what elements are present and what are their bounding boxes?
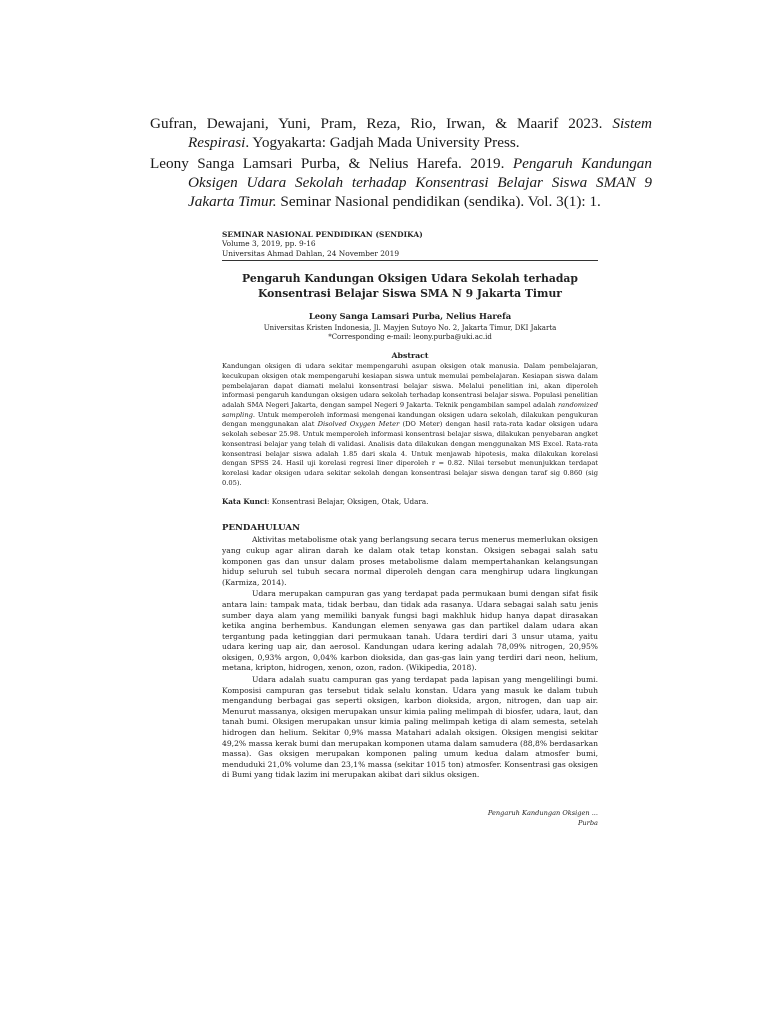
- abstract-body: Kandungan oksigen di udara sekitar mempengaruhi asupan oksigen otak manusia. Dalam pembelajaran, kecukupan oksigen otak mempengaruhi kesiapan siswa untuk memulai pembelajaran. Kesiapan siswa dalam pembelajaran dapat diamati melalui konsentrasi belajar siswa. Melalui penelitian ini, akan diperoleh informasi pengaruh kandungan oksigen udara sekolah terhadap konsentrasi belajar siswa. Populasi penelitian adalah SMA Negeri Jakarta, dengan sampel Negeri 9 Jakarta. Teknik pengambilan sampel adalah randomized sampling. Untuk memperoleh informasi mengenai kandungan oksigen udara sekolah, dilakukan pengukuran dengan menggunakan alat Disolved Oxygen Meter (DO Meter) dengan hasil rata-rata kadar oksigen udara sekolah sebesar 25.98. Untuk memperoleh informasi konsentrasi belajar siswa, dilakukan penyebaran angket konsentrasi belajar yang telah di validasi. Analisis data dilakukan dengan menggunakan MS Excel. Rata-rata konsentrasi belajar siswa adalah 1.85 dari skala 4. Untuk menjawab hipotesis, maka dilakukan korelasi dengan SPSS 24. Hasil uji korelasi regresi liner diperoleh r = 0.82. Nilai tersebut menunjukkan terdapat korelasi kadar oksigen udara sekitar sekolah dengan konsentrasi belajar siswa dengan taraf sig 0.860 (sig 0.05).: [222, 362, 598, 487]
- body-paragraph: Udara adalah suatu campuran gas yang terdapat pada lapisan yang mengelilingi bumi. Komposisi campuran gas tersebut tidak selalu konstan. Udara yang masuk ke dalam tubuh mengandung berbagai gas seperti oksigen, karbon dioksida, argon, nitrogen, dan uap air. Menurut massanya, oksigen merupakan unsur kimia paling melimpah di biosfer, udara, laut, dan tanah bumi. Oksigen merupakan unsur kimia paling melimpah ketiga di alam semesta, setelah hidrogen dan helium. Sekitar 0,9% massa Matahari adalah oksigen. Oksigen mengisi sekitar 49,2% massa kerak bumi dan merupakan komponen utama dalam samudera (88,8% berdasarkan massa). Gas oksigen merupakan komponen paling umum kedua dalam atmosfer bumi, menduduki 21,0% volume dan 23,1% massa (sekitar 1015 ton) atmosfer. Konsentrasi gas oksigen di Bumi yang tidak lazim ini merupakan akibat dari siklus oksigen.: [222, 675, 598, 780]
- paper-affiliation: Universitas Kristen Indonesia, Jl. Mayjen Sutoyo No. 2, Jakarta Timur, DKI Jakarta: [263, 324, 557, 333]
- publisher-line: Universitas Ahmad Dahlan, 24 November 2019: [222, 248, 400, 258]
- reference-list: [150, 114, 652, 213]
- body-paragraph: Udara merupakan campuran gas yang terdapat pada permukaan bumi dengan sifat fisik antara lain: tampak mata, tidak berbau, dan tidak ada rasanya. Udara sebagai salah satu jenis sumber daya alam yang memiliki banyak fungsi bagi makhluk hidup hanya dapat dirasakan ketika angina berhembus. Kandungan elemen senyawa gas dan partikel dalam udara akan tergantung pada ketinggian dari permukaan tanah. Udara terdiri dari 3 unsur utama, yaitu udara kering uap air, dan aerosol. Kandungan udara kering adalah 78,09% nitrogen, 20,95% oksigen, 0,93% argon, 0,04% karbon dioksida, dan gas-gas lain yang terdiri dari neon, helium, metana, kripton, hidrogen, xenon, ozon, radon. (Wikipedia, 2018).: [222, 589, 598, 673]
- reference-entry-1: Gufran, Dewajani, Yuni, Pram, Reza, Rio, Irwan, & Maarif 2023. Sistem Respirasi. Yogyakarta: Gadjah Mada University Press.: [150, 115, 652, 151]
- header-divider: [222, 260, 598, 261]
- paper-title: Pengaruh Kandungan Oksigen Udara Sekolah terhadap Konsentrasi Belajar Siswa SMA N 9 Jakarta Timur: [242, 272, 578, 301]
- embedded-paper-image: [222, 230, 598, 830]
- reference-entry-2: Leony Sanga Lamsari Purba, & Nelius Harefa. 2019. Pengaruh Kandungan Oksigen Udara Sekolah terhadap Konsentrasi Belajar Siswa SMAN 9 Jakarta Timur. Seminar Nasional pendidikan (sendika). Vol. 3(1): 1.: [150, 155, 652, 210]
- page-footer: Pengaruh Kandungan Oksigen ... Purba: [487, 809, 598, 827]
- reference-title: Sistem Respirasi: [188, 115, 652, 151]
- corresponding-email: *Corresponding e-mail: leony.purba@uki.ac.id: [328, 333, 492, 342]
- volume-line: Volume 3, 2019, pp. 9-16: [222, 239, 316, 249]
- paper-authors: Leony Sanga Lamsari Purba, Nelius Harefa: [308, 311, 512, 322]
- journal-name: SEMINAR NASIONAL PENDIDIKAN (SENDIKA): [222, 230, 423, 239]
- body-paragraph: Aktivitas metabolisme otak yang berlangsung secara terus menerus memerlukan oksigen yang cukup agar aliran darah ke dalam otak tetap konstan. Oksigen sebagai salah satu komponen gas dan unsur dalam proses metabolisme dalam mempertahankan kelangsungan hidup seluruh sel tubuh secara normal diperoleh dengan cara menghirup udara lingkungan (Karmiza, 2014).: [222, 535, 598, 587]
- section-heading: PENDAHULUAN: [222, 523, 300, 534]
- abstract-heading: Abstract: [391, 351, 429, 361]
- reference-title: Pengaruh Kandungan Oksigen Udara Sekolah terhadap Konsentrasi Belajar Siswa SMAN 9 Jakarta Timur.: [188, 155, 652, 210]
- keywords: Kata Kunci: Konsentrasi Belajar, Oksigen, Otak, Udara.: [222, 497, 429, 507]
- journal-header: [222, 230, 598, 258]
